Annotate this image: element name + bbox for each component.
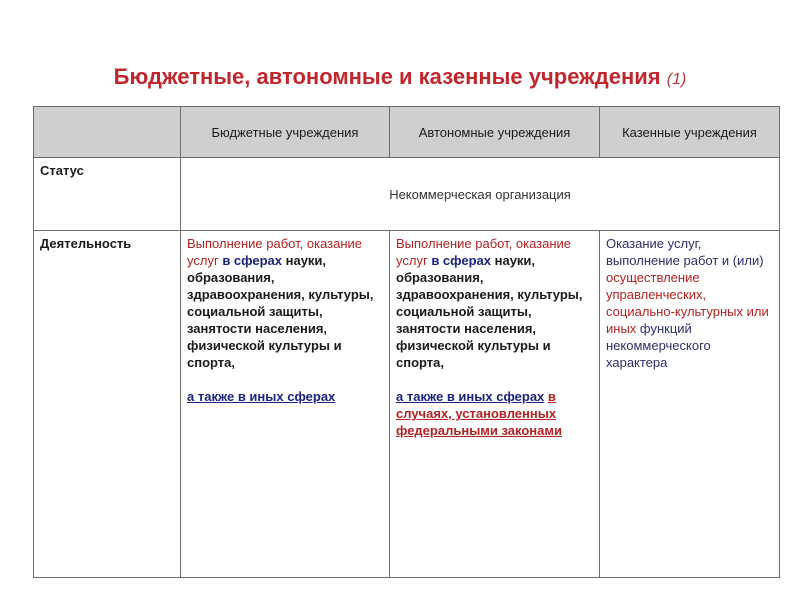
slide-title — [0, 64, 800, 90]
activity-label: Деятельность — [34, 231, 181, 578]
header-autonomous: Автономные учреждения — [390, 107, 600, 158]
header-row — [34, 107, 780, 158]
budget-body: науки, образования, здравоохранения, культуры, социальной защиты, занятости населения, физической культуры и спорта, — [187, 253, 374, 370]
treasury-p2: осуществление управленческих, социально-культурных или иных — [606, 270, 769, 336]
autonomous-in: в сферах — [431, 253, 491, 268]
title-text: Бюджетные, автономные и казенные учреждения — [113, 64, 661, 89]
activity-autonomous — [390, 231, 600, 578]
budget-lead: Выполнение работ, оказание услуг — [187, 236, 363, 268]
activity-budget — [181, 231, 390, 578]
header-empty — [34, 107, 181, 158]
activity-row — [34, 231, 780, 578]
budget-tail: а также в иных сферах — [187, 389, 336, 404]
autonomous-tail-red: в случаях, установленных федеральными законами — [396, 389, 562, 438]
header-budget: Бюджетные учреждения — [181, 107, 390, 158]
activity-treasury — [600, 231, 780, 578]
status-label: Статус — [34, 158, 181, 231]
autonomous-body: науки, образования, здравоохранения, культуры, социальной защиты, занятости населения, физической культуры и спорта, — [396, 253, 583, 370]
autonomous-tail-navy: а также в иных сферах — [396, 389, 545, 404]
title-number: (1) — [666, 71, 687, 88]
budget-in: в сферах — [222, 253, 282, 268]
status-row — [34, 158, 780, 231]
treasury-p3: функций некоммерческого характера — [606, 321, 711, 370]
header-treasury: Казенные учреждения — [600, 107, 780, 158]
treasury-p1: Оказание услуг, выполнение работ и (или) — [606, 236, 764, 268]
status-value: Некоммерческая организация — [181, 158, 780, 231]
comparison-table — [33, 106, 780, 578]
autonomous-lead: Выполнение работ, оказание услуг — [396, 236, 572, 268]
